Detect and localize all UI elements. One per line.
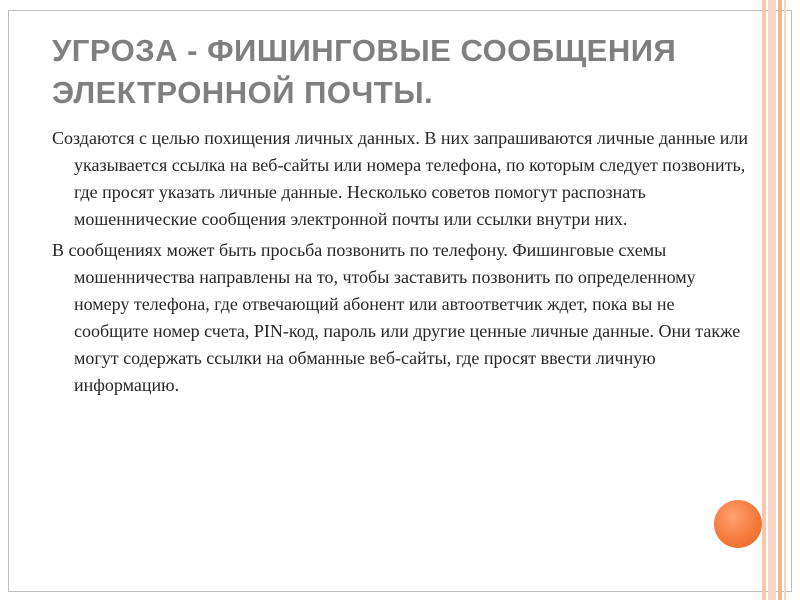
decorative-stripe bbox=[778, 0, 782, 600]
decorative-circle bbox=[714, 500, 762, 548]
decorative-stripe bbox=[762, 0, 766, 600]
decorative-stripe bbox=[768, 0, 776, 600]
slide-title: УГРОЗА - ФИШИНГОВЫЕ СООБЩЕНИЯ ЭЛЕКТРОННОЙ ПОЧТЫ. bbox=[52, 33, 677, 110]
body-paragraph: В сообщениях может быть просьба позвонить по телефону. Фишинговые схемы мошенничества направлены на то, чтобы заставить позвонить по определенному номеру телефона, где отвечающий абонент или автоответчик ждет, пока вы не сообщите номер счета, PIN-код, пароль или другие ценные личные данные. Они также могут содержать ссылки на обманные веб-сайты, где просят ввести личную информацию. bbox=[52, 240, 741, 395]
decorative-stripe bbox=[784, 0, 786, 600]
slide-body bbox=[52, 125, 752, 403]
body-paragraph: Создаются с целью похищения личных данных. В них запрашиваются личные данные или указывается ссылка на веб-сайты или номера телефона, по которым следует позвонить, где просят указать личные данные. Несколько советов помогут распознать мошеннические сообщения электронной почты или ссылки внутри них. bbox=[52, 128, 749, 229]
